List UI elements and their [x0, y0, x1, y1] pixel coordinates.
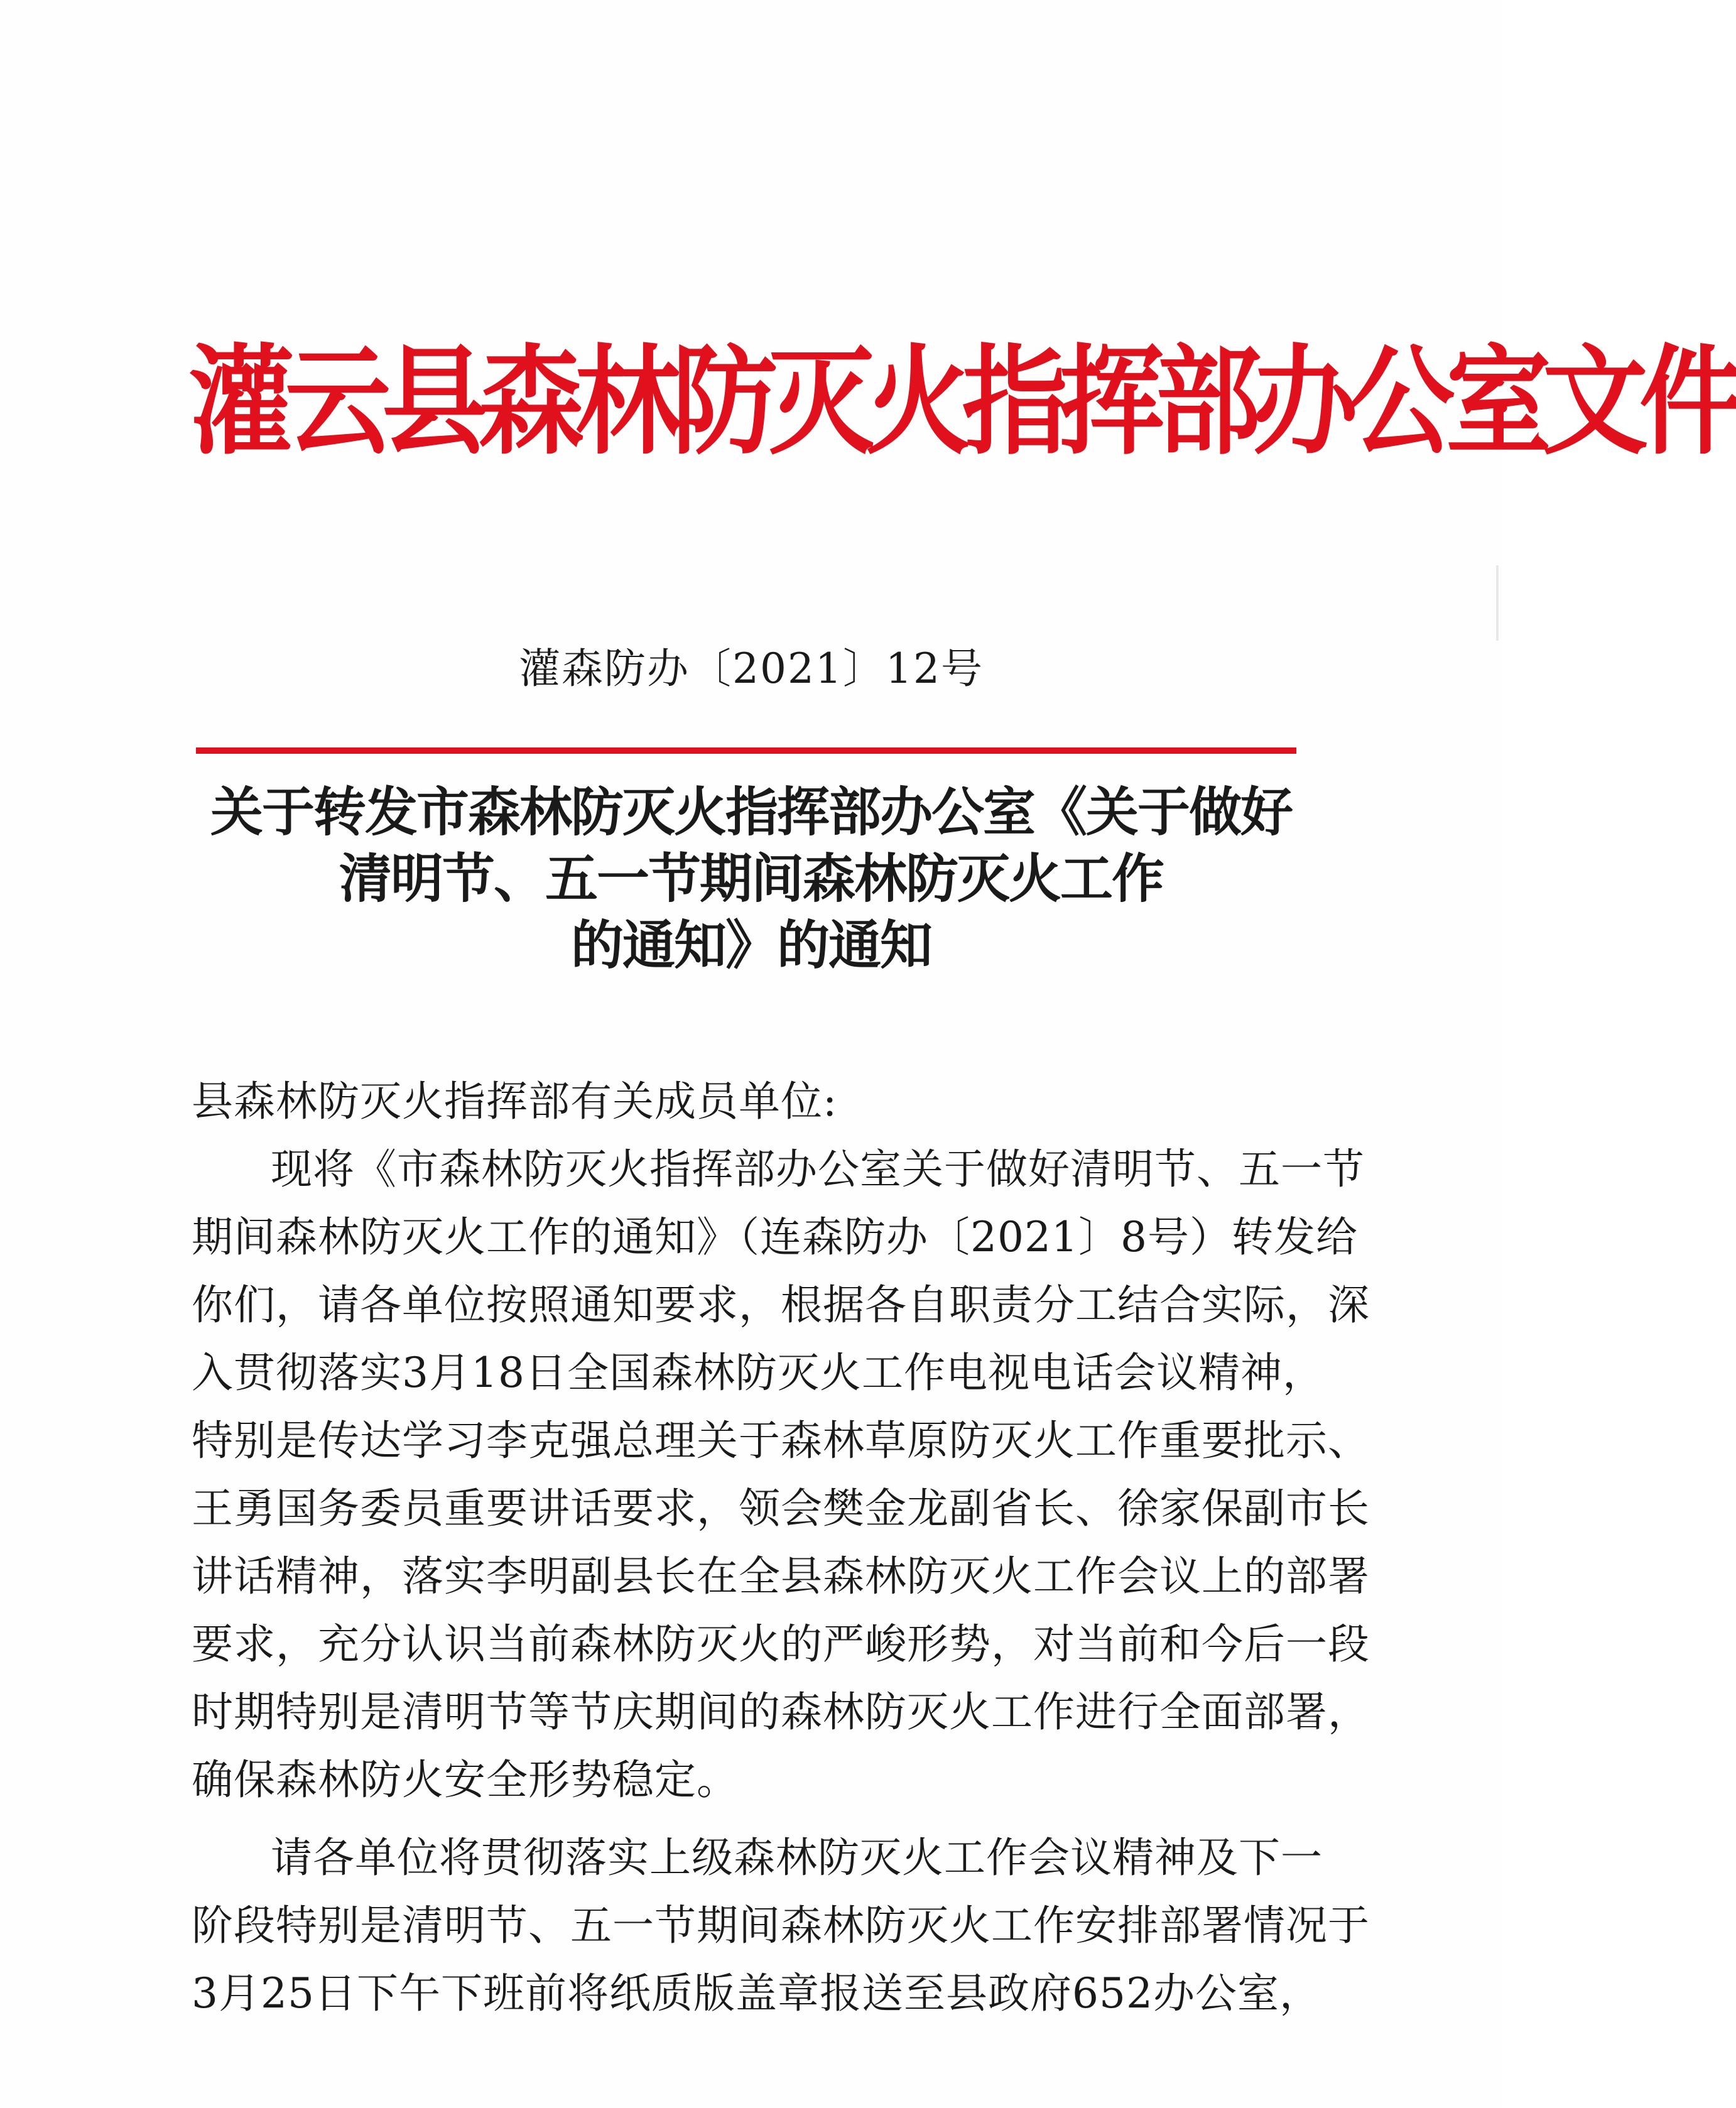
- red-divider-rule: [196, 747, 1296, 754]
- body-line: 期间森林防灭火工作的通知》（连森防办〔2021〕8号）转发给: [192, 1213, 1358, 1261]
- body-line: 你们，请各单位按照通知要求，根据各自职责分工结合实际，深: [192, 1281, 1370, 1329]
- scan-edge-mark: [1496, 565, 1499, 641]
- body-line: 讲话精神，落实李明副县长在全县森林防灭火工作会议上的部署: [192, 1552, 1370, 1600]
- paragraph-1: [192, 1136, 1370, 1814]
- body-line: 入贯彻落实3月18日全国森林防灭火工作电视电话会议精神，: [192, 1349, 1325, 1397]
- body-line: 阶段特别是清明节、五一节期间森林防灭火工作安排部署情况于: [192, 1901, 1370, 1950]
- body-line: 3月25日下午下班前将纸质版盖章报送至县政府652办公室，: [192, 1969, 1321, 2018]
- body-line: 确保森林防火安全形势稳定。: [192, 1756, 739, 1804]
- body-line: 现将《市森林防灭火指挥部办公室关于做好清明节、五一节: [271, 1145, 1365, 1193]
- body-line: 时期特别是清明节等节庆期间的森林防灭火工作进行全面部署，: [192, 1688, 1370, 1736]
- body-line: 要求，充分认识当前森林防灭火的严峻形势，对当前和今后一段: [192, 1620, 1370, 1668]
- body-line: 请各单位将贯彻落实上级森林防灭火工作会议精神及下一: [271, 1834, 1323, 1882]
- title-line: 关于转发市森林防灭火指挥部办公室《关于做好: [210, 781, 1292, 843]
- body-line: 特别是传达学习李克强总理关于森林草原防灭火工作重要批示、: [192, 1416, 1370, 1465]
- title-line: 清明节、五一节期间森林防灭火工作: [339, 847, 1163, 910]
- document-masthead: 灌云县森林防灭火指挥部办公室文件: [188, 331, 1736, 471]
- salutation: 县森林防灭火指挥部有关成员单位:: [192, 1077, 838, 1126]
- document-body: [192, 1068, 1370, 2038]
- document-title: [157, 779, 1345, 979]
- title-line: 的通知》的通知: [570, 914, 931, 976]
- paragraph-2: [192, 1824, 1370, 2028]
- body-line: 王勇国务委员重要讲话要求，领会樊金龙副省长、徐家保副市长: [192, 1484, 1370, 1533]
- document-number: 灌森防办〔2021〕12号: [519, 644, 984, 693]
